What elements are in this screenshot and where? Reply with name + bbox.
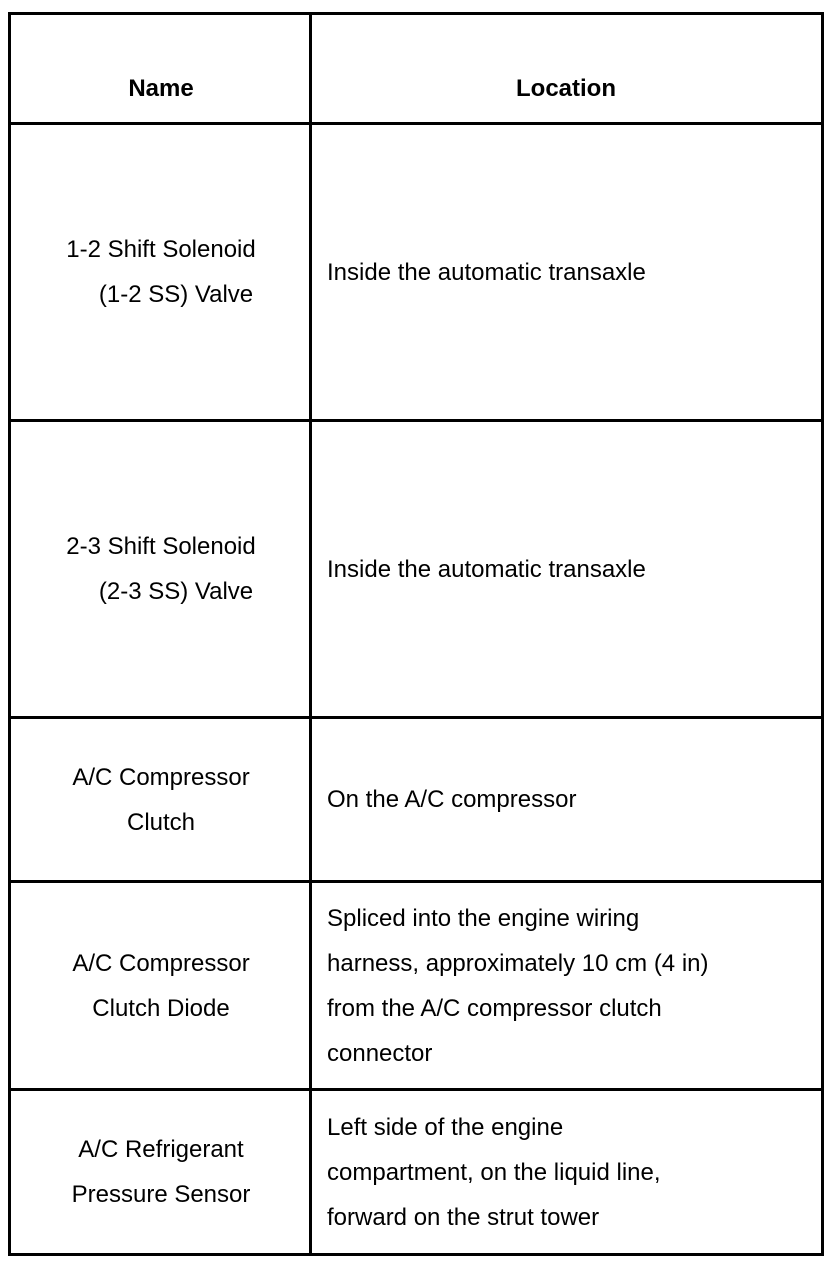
location-cell bbox=[311, 422, 821, 716]
location-cell bbox=[311, 883, 821, 1088]
name-cell bbox=[11, 883, 311, 1088]
name-text bbox=[72, 1127, 251, 1217]
header-name-label: Name bbox=[128, 74, 194, 102]
name-line: (2-3 SS) Valve bbox=[98, 578, 254, 605]
location-cell bbox=[311, 719, 821, 880]
component-location-table bbox=[8, 12, 824, 1256]
header-location-label: Location bbox=[516, 74, 616, 102]
name-line: A/C Compressor bbox=[72, 949, 250, 977]
name-cell bbox=[11, 1091, 311, 1253]
table-row bbox=[11, 1091, 821, 1253]
header-cell-name bbox=[11, 15, 311, 122]
name-cell bbox=[11, 719, 311, 880]
name-line: 1-2 Shift Solenoid bbox=[66, 236, 256, 263]
location-line: connector bbox=[327, 1039, 433, 1067]
name-line: Pressure Sensor bbox=[71, 1181, 251, 1208]
location-cell bbox=[311, 125, 821, 419]
location-text: On the A/C compressor bbox=[327, 786, 577, 813]
location-text: Inside the automatic transaxle bbox=[327, 555, 646, 583]
name-text bbox=[72, 941, 249, 1031]
location-cell bbox=[311, 1091, 821, 1253]
name-cell bbox=[11, 125, 311, 419]
name-line: 2-3 Shift Solenoid bbox=[66, 533, 256, 560]
location-line: harness, approximately 10 cm (4 in) bbox=[327, 949, 709, 977]
name-line: Clutch bbox=[126, 808, 196, 836]
table-row bbox=[11, 422, 821, 719]
name-cell bbox=[11, 422, 311, 716]
name-line: A/C Compressor bbox=[72, 763, 250, 791]
table-row bbox=[11, 883, 821, 1091]
location-text bbox=[327, 896, 709, 1076]
name-text bbox=[72, 755, 249, 845]
table-row bbox=[11, 719, 821, 883]
name-line: A/C Refrigerant bbox=[78, 1136, 244, 1163]
location-line: Spliced into the engine wiring bbox=[327, 904, 640, 932]
table-row bbox=[11, 125, 821, 422]
name-text bbox=[66, 524, 255, 614]
location-text bbox=[327, 1105, 661, 1240]
location-text: Inside the automatic transaxle bbox=[327, 258, 646, 286]
name-line: (1-2 SS) Valve bbox=[98, 281, 254, 308]
location-line: compartment, on the liquid line, bbox=[327, 1158, 661, 1186]
table-header-row bbox=[11, 15, 821, 125]
location-line: forward on the strut tower bbox=[327, 1203, 600, 1231]
name-text bbox=[66, 227, 255, 317]
location-line: Left side of the engine bbox=[327, 1113, 564, 1141]
name-line: Clutch Diode bbox=[92, 994, 230, 1022]
location-line: from the A/C compressor clutch bbox=[327, 994, 662, 1022]
header-cell-location bbox=[311, 15, 821, 122]
